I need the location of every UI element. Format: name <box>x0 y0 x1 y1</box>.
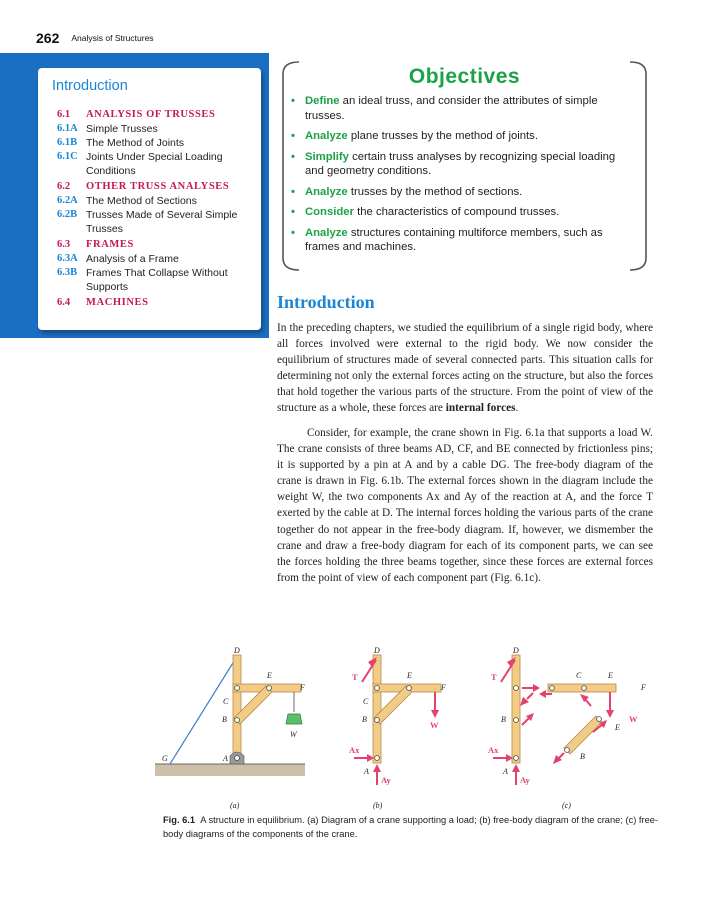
label-w: W <box>430 720 439 730</box>
objective-text: an ideal truss, and consider the attributes of simple trusses. <box>305 95 598 122</box>
objective-item <box>291 185 636 200</box>
toc-item-number: 6.3B <box>57 267 78 278</box>
toc-item[interactable] <box>57 266 257 294</box>
caption-label: Fig. 6.1 <box>163 815 196 825</box>
label-d: D <box>374 646 380 655</box>
label-a: A <box>503 767 508 776</box>
objective-text: structures containing multiforce members, such as frames and machines. <box>305 226 603 253</box>
panel-c-label: (c) <box>562 801 571 810</box>
toc-item-number: 6.1 <box>57 109 71 120</box>
toc-item[interactable] <box>57 150 257 178</box>
label-e-2: E <box>615 723 620 732</box>
panel-a-crane <box>155 646 305 810</box>
objective-verb: Analyze <box>305 185 348 198</box>
objective-item <box>291 129 636 144</box>
chapter-contents-card <box>38 68 261 330</box>
ground <box>155 764 305 776</box>
objective-item <box>291 94 636 123</box>
objective-text: plane trusses by the method of joints. <box>347 130 538 142</box>
objective-verb: Simplify <box>305 150 349 163</box>
toc-item[interactable] <box>57 136 257 150</box>
label-c: C <box>363 697 369 706</box>
page-number: 262 <box>36 30 60 46</box>
toc-item-number: 6.1B <box>57 137 78 148</box>
objective-verb: Consider <box>305 206 354 218</box>
running-title: Analysis of Structures <box>71 33 154 43</box>
objectives-box <box>277 58 652 272</box>
objective-text: the characteristics of compound trusses. <box>353 206 560 218</box>
label-e: E <box>267 671 272 680</box>
label-b: B <box>362 715 367 724</box>
label-e: E <box>608 671 613 680</box>
toc-item-title: FRAMES <box>86 239 134 250</box>
toc-item-number: 6.4 <box>57 297 71 308</box>
label-f: F <box>300 683 305 692</box>
objectives-title: Objectives <box>408 65 521 88</box>
toc-item-title: Simple Trusses <box>86 123 158 135</box>
label-ax: Ax <box>488 745 499 755</box>
beam-ad <box>233 655 241 763</box>
toc-item-number: 6.2 <box>57 181 71 192</box>
bullet-icon: • <box>291 130 295 142</box>
bullet-icon: • <box>291 95 295 107</box>
caption-text: A structure in equilibrium. (a) Diagram of a crane supporting a load; (b) free-body diagram of the crane; (c) free-body diagrams of the components of the crane. <box>163 815 659 839</box>
toc-item-title: ANALYSIS OF TRUSSES <box>86 109 216 120</box>
label-c: C <box>576 671 582 680</box>
label-f: F <box>641 683 646 692</box>
label-g: G <box>162 754 168 763</box>
para2-text: Consider, for example, the crane shown in Fig. 6.1a that supports a load W. The crane consists of three beams AD, CF, and BE connected by frictionless pins; it is supported by a pin at A and by a cable DG. The free-body diagram of the crane is drawn in Fig. 6.1b. The external forces shown in the diagram include the weight W, the two components Ax and Ay of the reaction at A, and the force T exerted by the cable at D. The internal forces holding the various parts of the crane together do not appear in the free-body diagram. If, however, we dismember the crane and draw a free-body diagram for each of its component parts, we can see the forces holding the three beams together, since these forces are external forces from the point of view of each component part (Fig. 6.1c). <box>277 427 653 584</box>
objective-text: trusses by the method of sections. <box>347 185 523 198</box>
running-head <box>36 30 154 48</box>
label-b-2: B <box>580 752 585 761</box>
objective-item <box>291 150 636 179</box>
toc-item[interactable] <box>57 180 257 194</box>
toc-item[interactable] <box>57 194 257 208</box>
label-f: F <box>441 683 446 692</box>
toc-heading: Introduction <box>52 78 128 94</box>
objective-text: certain truss analyses by recognizing special loading and geometry conditions. <box>305 150 616 177</box>
toc-item-number: 6.1A <box>57 123 78 134</box>
label-t: T <box>352 672 358 682</box>
label-b: B <box>501 715 506 724</box>
panel-b-label: (b) <box>373 801 383 810</box>
toc-item[interactable] <box>57 252 257 266</box>
para1-text: In the preceding chapters, we studied the equilibrium of a single rigid body, where all forces involved were external to the rigid body. We now consider the equilibrium of structures made of several connected parts. This situation calls for determining not only the external forces acting on the structure, but also the forces that hold together the various parts of the structure. From the point of view of the structure as a whole, these forces are <box>277 322 653 415</box>
toc-item-number: 6.2B <box>57 209 78 220</box>
toc-item-title: The Method of Sections <box>86 195 197 207</box>
bullet-icon: • <box>291 185 295 198</box>
para1-end: . <box>515 402 519 415</box>
toc-item-title: Joints Under Special Loading Conditions <box>86 151 223 177</box>
cable-dg <box>170 658 236 764</box>
toc-item-title: OTHER TRUSS ANALYSES <box>86 181 230 192</box>
toc-item-title: Analysis of a Frame <box>86 253 179 265</box>
objective-item <box>291 205 636 220</box>
label-a: A <box>223 754 228 763</box>
toc-item-title: MACHINES <box>86 297 149 308</box>
objectives-list <box>291 94 636 261</box>
toc-item-number: 6.1C <box>57 151 78 162</box>
objective-verb: Analyze <box>305 130 348 142</box>
label-w: W <box>629 714 638 724</box>
toc-item-number: 6.3 <box>57 239 71 250</box>
figure-caption <box>163 813 663 841</box>
label-ay: Ay <box>520 775 530 785</box>
bullet-icon: • <box>291 226 295 239</box>
toc-item[interactable] <box>57 238 257 252</box>
toc-item-title: Trusses Made of Several Simple Trusses <box>86 209 238 235</box>
figure-6-1 <box>150 640 670 815</box>
objective-verb: Define <box>305 95 340 107</box>
intro-paragraph-2 <box>277 425 653 586</box>
para1-bold: internal forces <box>445 402 516 415</box>
label-b: B <box>222 715 227 724</box>
label-t: T <box>491 672 497 682</box>
bullet-icon: • <box>291 206 295 218</box>
toc-list <box>57 106 257 310</box>
label-ax: Ax <box>349 745 360 755</box>
label-c: C <box>223 697 229 706</box>
label-ay: Ay <box>381 775 391 785</box>
section-heading: Introduction <box>277 292 375 312</box>
panel-b-fbd-crane <box>349 646 446 810</box>
label-w: W <box>290 730 297 739</box>
bullet-icon: • <box>291 150 295 163</box>
intro-paragraph-1 <box>277 320 653 417</box>
objective-verb: Analyze <box>305 226 348 239</box>
label-e: E <box>407 671 412 680</box>
load-weight <box>286 714 302 724</box>
toc-item-number: 6.2A <box>57 195 78 206</box>
objective-item <box>291 226 636 255</box>
panel-a-label: (a) <box>230 801 240 810</box>
toc-item[interactable] <box>57 108 257 122</box>
label-a: A <box>364 767 369 776</box>
label-d: D <box>513 646 519 655</box>
panel-c-fbd-components <box>488 646 646 810</box>
label-d: D <box>234 646 240 655</box>
toc-item[interactable] <box>57 296 257 310</box>
toc-item-title: Frames That Collapse Without Supports <box>86 267 228 293</box>
toc-item[interactable] <box>57 122 257 136</box>
toc-item-title: The Method of Joints <box>86 137 185 149</box>
toc-item-number: 6.3A <box>57 253 78 264</box>
toc-item[interactable] <box>57 208 257 236</box>
